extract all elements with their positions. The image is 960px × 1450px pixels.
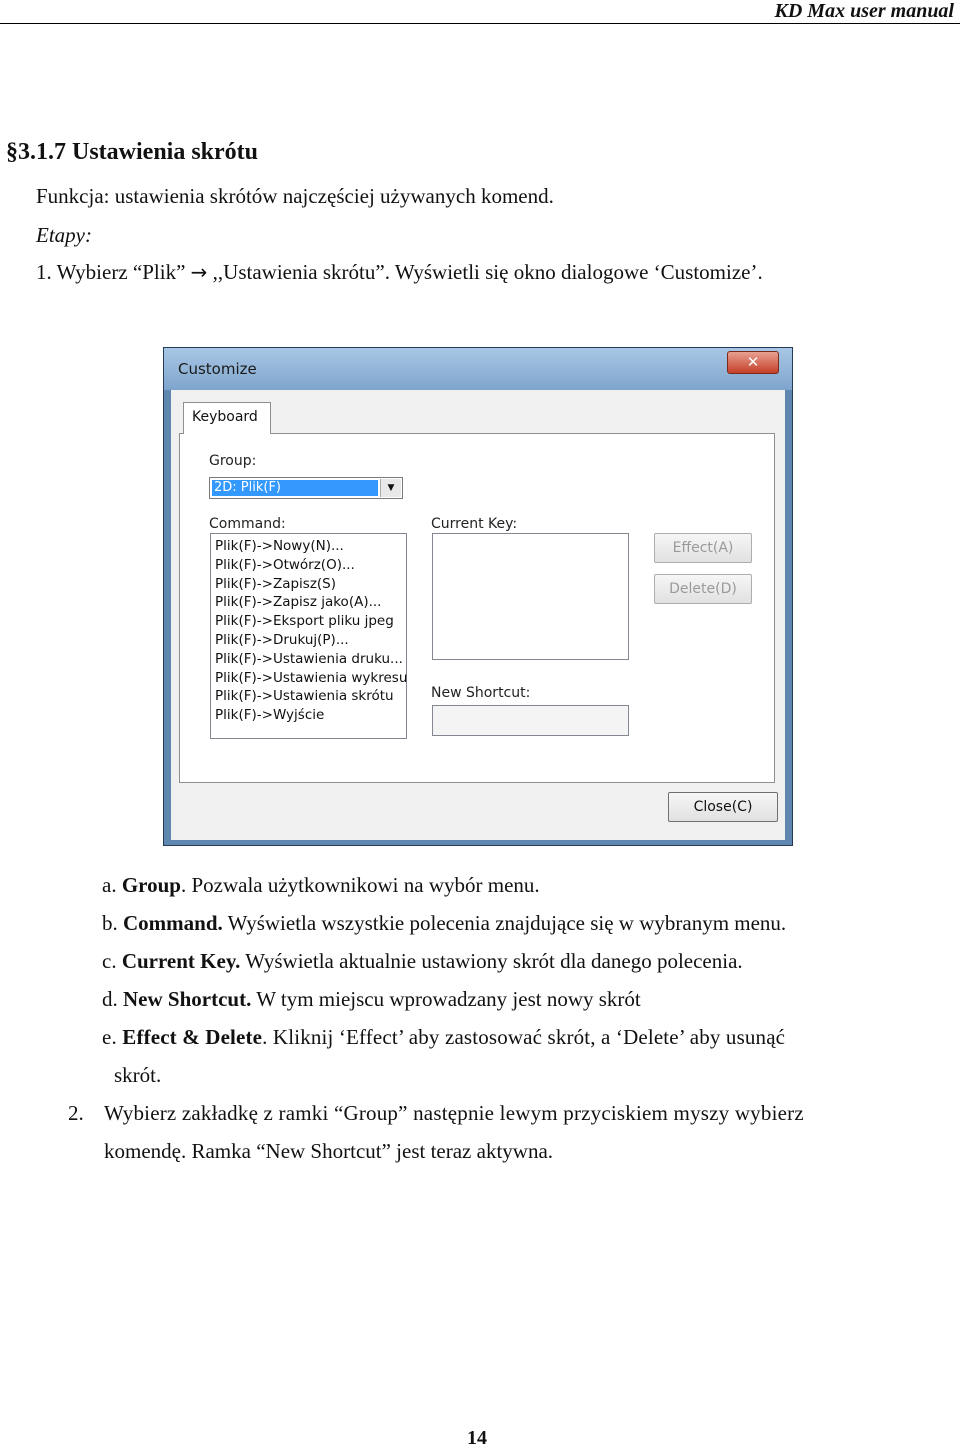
item-d-prefix: d. [102,987,123,1011]
step2-line2: komendę. Ramka “New Shortcut” jest teraz aktywna. [104,1139,554,1163]
new-shortcut-label: New Shortcut: [431,685,531,701]
current-key-list[interactable] [432,533,629,660]
item-e [102,1024,785,1050]
item-e-continuation: skrót. [114,1063,162,1087]
effect-button[interactable]: Effect(A) [654,533,752,563]
dialog-title: Customize [178,360,257,378]
close-button[interactable]: Close(C) [668,792,778,822]
list-item[interactable]: Plik(F)->Nowy(N)... [215,538,344,554]
item-c-term: Current Key. [121,949,241,973]
item-e-prefix: e. [102,1025,123,1049]
item-d-term: New Shortcut. [123,987,252,1011]
list-item[interactable]: Plik(F)->Wyjście [215,707,325,724]
command-list[interactable] [210,533,407,739]
list-item[interactable]: Plik(F)->Ustawienia wykresu [215,669,408,686]
item-d [102,986,641,1012]
steps-label: Etapy: [36,223,92,247]
new-shortcut-field[interactable] [432,705,629,736]
customize-dialog-screenshot [163,347,793,846]
item-e-text: . Kliknij ‘Effect’ aby zastosować skrót, a ‘Delete’ aby usunąć [262,1025,786,1049]
item-b [102,910,786,936]
group-select[interactable] [209,477,403,499]
item-b-term: Command. [123,911,223,935]
item-a-prefix: a. [102,873,122,897]
function-line: Funkcja: ustawienia skrótów najczęściej używanych komend. [36,184,554,208]
list-item[interactable]: Plik(F)->Zapisz(S) [215,575,337,592]
step1-before: 1. Wybierz “Plik” [36,260,191,284]
list-item[interactable]: Plik(F)->Otwórz(O)... [215,556,355,573]
chevron-down-icon[interactable]: ▼ [380,479,401,497]
list-item[interactable]: Plik(F)->Drukuj(P)... [215,631,349,648]
section-title: §3.1.7 Ustawienia skrótu [6,139,259,165]
item-a-term: Group [121,873,181,897]
group-select-value: 2D: Plik(F) [212,480,378,496]
item-b-prefix: b. [102,911,123,935]
command-label: Command: [209,516,286,532]
item-d-text: W tym miejscu wprowadzany jest nowy skrót [251,987,641,1011]
dialog-titlebar [164,348,792,390]
page-header [0,0,960,24]
item-b-text: Wyświetla wszystkie polecenia znajdujące się w wybranym menu. [222,911,787,935]
item-a [102,872,540,898]
page-number: 14 [467,1427,487,1449]
list-item[interactable]: Plik(F)->Zapisz jako(A)... [215,594,382,611]
item-c [102,948,743,974]
item-e-term: Effect & Delete [122,1025,263,1049]
dialog-client [171,390,785,840]
close-icon[interactable]: ✕ [727,351,779,374]
step2-line1: Wybierz zakładkę z ramki “Group” następnie lewym przyciskiem myszy wybierz [104,1101,804,1125]
step1-line [36,259,763,285]
header-title: KD Max user manual [774,0,954,22]
list-item[interactable]: Plik(F)->Eksport pliku jpeg [215,613,394,630]
list-item[interactable]: Plik(F)->Ustawienia skrótu [215,688,394,705]
delete-button[interactable]: Delete(D) [654,574,752,604]
item-a-text: . Pozwala użytkownikowi na wybór menu. [180,873,540,897]
group-label: Group: [209,453,257,469]
step1-after: ,,Ustawienia skrótu”. Wyświetli się okno dialogowe ‘Customize’. [207,260,763,284]
item-c-text: Wyświetla aktualnie ustawiony skrót dla danego polecenia. [240,949,743,973]
step2-number: 2. [68,1101,84,1125]
current-key-label: Current Key: [431,516,518,532]
tab-keyboard[interactable]: Keyboard [183,402,271,434]
item-c-prefix: c. [102,949,122,973]
list-item[interactable]: Plik(F)->Ustawienia druku... [215,650,403,667]
arrow-right-icon: → [190,260,208,284]
